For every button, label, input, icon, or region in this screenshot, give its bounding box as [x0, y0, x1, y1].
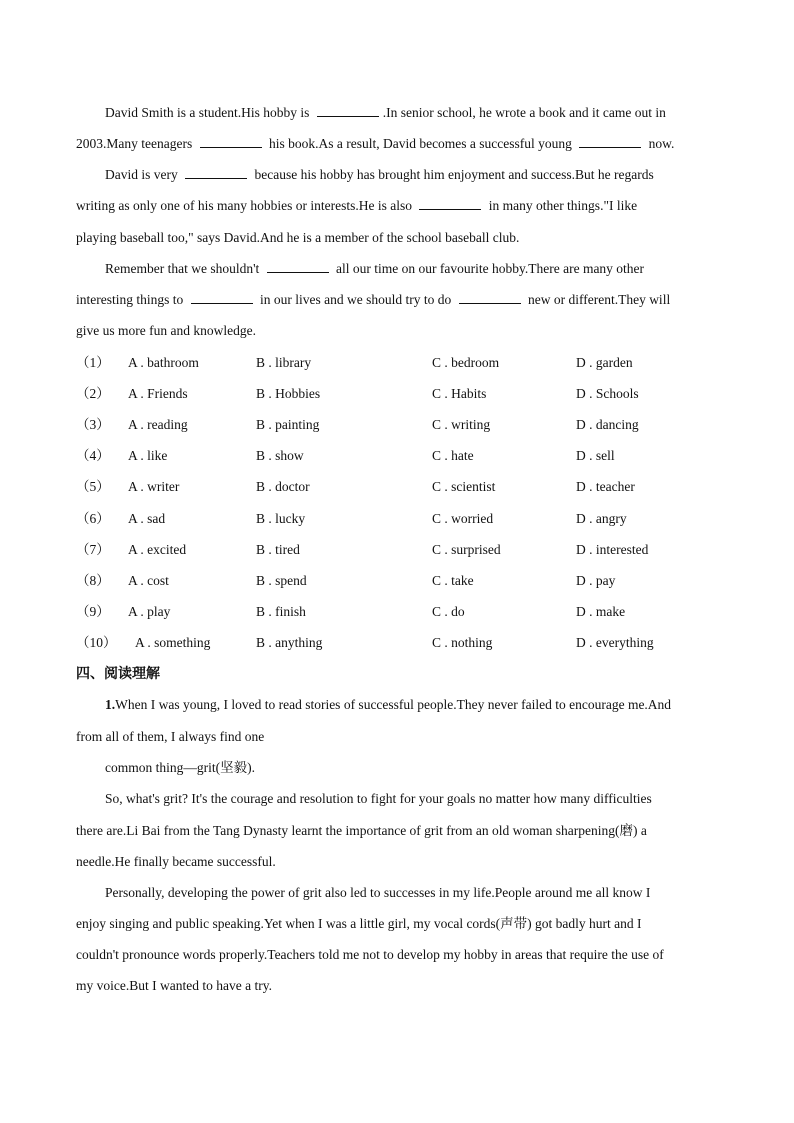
text: all our time on our favourite hobby.There are many other: [336, 261, 645, 276]
option-b[interactable]: B . tired: [256, 542, 300, 557]
reading-line: [105, 696, 755, 714]
text: his book.As a result, David becomes a successful young: [268, 136, 572, 151]
option-b[interactable]: B . lucky: [256, 511, 306, 526]
option-d[interactable]: D . pay: [576, 573, 616, 588]
text: give us more fun and knowledge.: [76, 323, 256, 338]
option-c[interactable]: C . take: [432, 573, 474, 588]
question-number: （8）: [76, 573, 110, 588]
question-number: （10）: [76, 635, 117, 650]
option-b[interactable]: B . library: [256, 355, 312, 370]
option-a[interactable]: A . something: [135, 635, 211, 650]
reading-line: [105, 759, 755, 777]
option-d[interactable]: D . angry: [576, 511, 627, 526]
option-b[interactable]: B . show: [256, 448, 304, 463]
text: playing baseball too," says David.And he is a member of the school baseball club.: [76, 230, 520, 245]
question-number: （4）: [76, 448, 110, 463]
option-b[interactable]: B . finish: [256, 604, 306, 619]
cloze-line: [76, 322, 726, 340]
option-c[interactable]: C . nothing: [432, 635, 493, 650]
reading-line: [76, 946, 726, 964]
option-c[interactable]: C . do: [432, 604, 465, 619]
question-number: （9）: [76, 604, 110, 619]
question-number: （6）: [76, 511, 110, 526]
text: couldn't pronounce words properly.Teachers told me not to develop my hobby in areas that require the use of: [76, 947, 664, 962]
option-b[interactable]: B . doctor: [256, 479, 310, 494]
option-b[interactable]: B . Hobbies: [256, 386, 321, 401]
option-c[interactable]: C . surprised: [432, 542, 501, 557]
text: in our lives and we should try to do: [260, 292, 452, 307]
option-d[interactable]: D . interested: [576, 542, 649, 557]
option-d[interactable]: D . sell: [576, 448, 615, 463]
text: from all of them, I always find one: [76, 729, 265, 744]
text: .In senior school, he wrote a book and it came out in: [382, 105, 666, 120]
option-row: [76, 572, 726, 590]
option-d[interactable]: D . garden: [576, 355, 633, 370]
text: enjoy singing and public speaking.Yet when I was a little girl, my vocal cords(声带) got badly hurt and I: [76, 916, 642, 931]
text: writing as only one of his many hobbies or interests.He is also: [76, 198, 412, 213]
text: new or different.They will: [527, 292, 671, 307]
text: now.: [648, 136, 675, 151]
question-number: （7）: [76, 542, 110, 557]
option-a[interactable]: A . cost: [128, 573, 169, 588]
text: in many other things."I like: [488, 198, 638, 213]
option-row: [76, 416, 726, 434]
option-c[interactable]: C . worried: [432, 511, 494, 526]
option-row: [76, 510, 726, 528]
text: interesting things to: [76, 292, 184, 307]
text: Personally, developing the power of grit also led to successes in my life.People around me all know I: [105, 885, 651, 900]
option-row: [76, 447, 726, 465]
text: common thing—grit(坚毅).: [105, 760, 255, 775]
option-a[interactable]: A . bathroom: [128, 355, 199, 370]
cloze-line: [76, 197, 726, 215]
reading-line: [76, 977, 726, 995]
text: needle.He finally became successful.: [76, 854, 276, 869]
option-b[interactable]: B . anything: [256, 635, 323, 650]
option-c[interactable]: C . bedroom: [432, 355, 500, 370]
cloze-line: [76, 291, 726, 309]
blank-3: [579, 135, 641, 148]
option-d[interactable]: D . dancing: [576, 417, 639, 432]
option-d[interactable]: D . everything: [576, 635, 654, 650]
option-d[interactable]: D . Schools: [576, 386, 639, 401]
text: because his hobby has brought him enjoyment and success.But he regards: [254, 167, 654, 182]
blank-5: [419, 197, 481, 210]
option-a[interactable]: A . Friends: [128, 386, 188, 401]
option-row: [76, 541, 726, 559]
text: 2003.Many teenagers: [76, 136, 193, 151]
option-c[interactable]: C . hate: [432, 448, 474, 463]
option-a[interactable]: A . writer: [128, 479, 180, 494]
text: So, what's grit? It's the courage and resolution to fight for your goals no matter how many difficulties: [105, 791, 652, 806]
option-row: [76, 354, 726, 372]
question-number: （3）: [76, 417, 110, 432]
cloze-line: [76, 229, 726, 247]
option-row: [76, 478, 726, 496]
option-b[interactable]: B . spend: [256, 573, 307, 588]
cloze-line: [105, 260, 755, 278]
option-row: [76, 603, 726, 621]
question-number: 1.: [105, 697, 116, 712]
reading-line: [76, 915, 726, 933]
option-a[interactable]: A . reading: [128, 417, 188, 432]
section-title: 四、阅读理解: [76, 666, 160, 682]
option-a[interactable]: A . play: [128, 604, 171, 619]
text: David Smith is a student.His hobby is: [105, 105, 310, 120]
option-c[interactable]: C . Habits: [432, 386, 487, 401]
reading-line: [76, 853, 726, 871]
option-d[interactable]: D . teacher: [576, 479, 635, 494]
question-number: （5）: [76, 479, 110, 494]
option-b[interactable]: B . painting: [256, 417, 320, 432]
cloze-line: [76, 135, 726, 153]
reading-line: [76, 728, 726, 746]
option-a[interactable]: A . sad: [128, 511, 166, 526]
reading-line: [76, 822, 726, 840]
cloze-line: [105, 104, 755, 122]
blank-4: [185, 166, 247, 179]
blank-2: [200, 135, 262, 148]
reading-line: [105, 884, 755, 902]
blank-7: [191, 291, 253, 304]
cloze-line: [105, 166, 755, 184]
blank-1: [317, 104, 379, 117]
option-row: [76, 634, 726, 652]
option-c[interactable]: C . scientist: [432, 479, 496, 494]
option-d[interactable]: D . make: [576, 604, 626, 619]
reading-line: [105, 790, 755, 808]
question-number: （2）: [76, 386, 110, 401]
text: there are.Li Bai from the Tang Dynasty learnt the importance of grit from an old woman sharpening(磨) a: [76, 823, 647, 838]
option-c[interactable]: C . writing: [432, 417, 491, 432]
text: Remember that we shouldn't: [105, 261, 260, 276]
text: David is very: [105, 167, 178, 182]
blank-8: [459, 291, 521, 304]
text: When I was young, I loved to read stories of successful people.They never failed to encourage me.And: [115, 697, 672, 712]
question-number: （1）: [76, 355, 110, 370]
option-a[interactable]: A . like: [128, 448, 168, 463]
option-row: [76, 385, 726, 403]
blank-6: [267, 260, 329, 273]
text: my voice.But I wanted to have a try.: [76, 978, 272, 993]
option-a[interactable]: A . excited: [128, 542, 187, 557]
